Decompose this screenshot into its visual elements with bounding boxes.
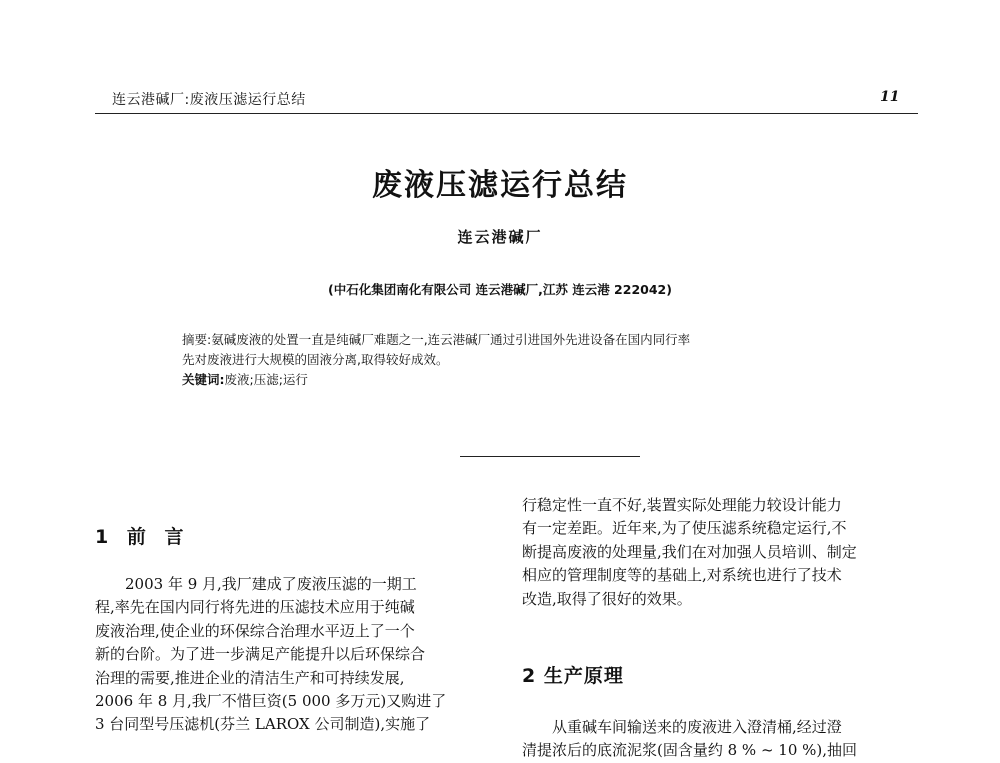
abstract-line: 摘要:氨碱废液的处置一直是纯碱厂难题之一,连云港碱厂通过引进国外先进设备在国内同行率 (182, 332, 691, 347)
text-line: 程,率先在国内同行将先进的压滤技术应用于纯碱 (95, 598, 415, 617)
section-heading-principle: 2 生产原理 (522, 665, 624, 687)
paragraph-intro (95, 573, 495, 737)
text-line: 2006 年 8 月,我厂不惜巨资(5 000 多万元)又购进了 (95, 692, 447, 711)
keywords-line (182, 370, 842, 390)
article-author: 连云港碱厂 (457, 228, 543, 246)
section-heading-intro: 1 前 言 (95, 526, 190, 548)
paragraph-principle (522, 716, 922, 763)
text-line: 废液治理,使企业的环保综合治理水平迈上了一个 (95, 621, 415, 640)
text-line: 断提高废液的处理量,我们在对加强人员培训、制定 (522, 542, 857, 561)
page-number: 11 (880, 89, 900, 105)
text-line: 3 台同型号压滤机(芬兰 LAROX 公司制造),实施了 (95, 715, 431, 734)
text-line: 清提浓后的底流泥浆(固含量约 8 % ~ 10 %),抽回 (522, 741, 858, 760)
keywords-label: 关键词: (182, 372, 225, 387)
text-line: 相应的管理制度等的基础上,对系统也进行了技术 (522, 566, 842, 585)
keywords-text: 废液;压滤;运行 (224, 372, 308, 387)
text-line: 治理的需要,推进企业的清洁生产和可持续发展, (95, 668, 405, 687)
running-head-title: 连云港碱厂:废液压滤运行总结 (112, 92, 306, 108)
abstract-block (182, 330, 842, 390)
text-line: 改造,取得了很好的效果。 (522, 589, 692, 608)
text-line: 行稳定性一直不好,装置实际处理能力较设计能力 (522, 496, 842, 514)
text-line: 2003 年 9 月,我厂建成了废液压滤的一期工 (125, 575, 417, 593)
author-affiliation: (中石化集团南化有限公司 连云港碱厂,江苏 连云港 222042) (328, 282, 672, 297)
text-line: 新的台阶。为了进一步满足产能提升以后环保综合 (95, 645, 426, 664)
paragraph-continuation (522, 494, 922, 611)
header-rule (95, 113, 918, 114)
separator-rule (460, 456, 640, 457)
article-title: 废液压滤运行总结 (372, 168, 628, 203)
text-line: 从重碱车间输送来的废液进入澄清桶,经过澄 (552, 718, 842, 736)
text-line: 有一定差距。近年来,为了使压滤系统稳定运行,不 (522, 519, 847, 538)
abstract-line: 先对废液进行大规模的固液分离,取得较好成效。 (182, 352, 449, 367)
